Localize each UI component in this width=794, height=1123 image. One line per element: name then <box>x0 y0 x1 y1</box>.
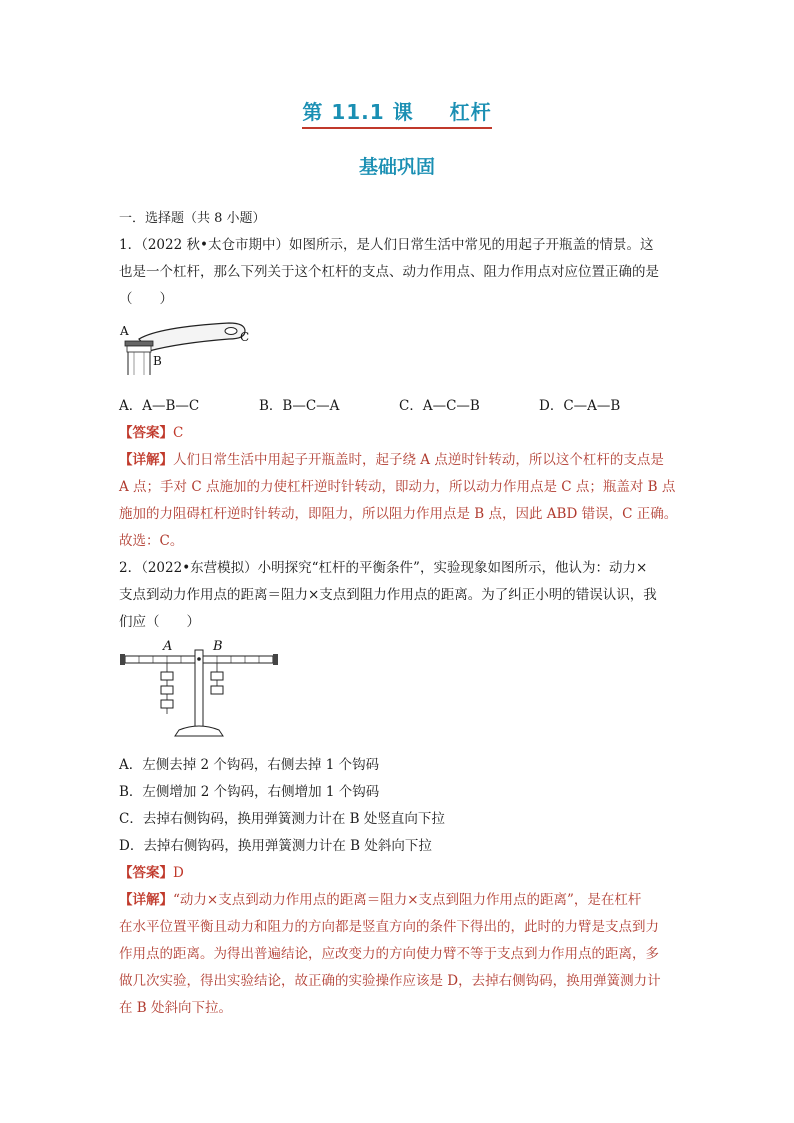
detail-tag: 【详解】 <box>119 892 173 908</box>
question-1-detail-line-2: A 点；手对 C 点施加的力使杠杆逆时针转动，即动力，所以动力作用点是 C 点；瓶盖对 B 点 <box>119 479 676 495</box>
figure-label-b: B <box>153 354 162 368</box>
answer-value: C <box>173 425 184 441</box>
title-lesson: 第 11.1 课 <box>302 100 414 124</box>
option-d: D．去掉右侧钩码，换用弹簧测力计在 B 处斜向下拉 <box>119 838 432 854</box>
question-1-detail-line-4: 故选：C。 <box>119 533 184 549</box>
figure-label-b: B <box>213 639 223 654</box>
option-a: A．左侧去掉 2 个钩码，右侧去掉 1 个钩码 <box>119 757 380 773</box>
question-2-detail-line-1 <box>119 887 679 914</box>
detail-text: 人们日常生活中用起子开瓶盖时，起子绕 A 点逆时针转动，所以这个杠杆的支点是 <box>173 452 664 468</box>
question-2-line-1: 2．（2022•东营模拟）小明探究“杠杆的平衡条件”，实验现象如图所示，他认为：动力× <box>119 560 648 576</box>
question-2-line-2: 支点到动力作用点的距离＝阻力×支点到阻力作用点的距离。为了纠正小明的错误认识，我 <box>119 587 657 603</box>
option-d: D．C—A—B <box>539 398 621 414</box>
figure-label-c: C <box>240 330 249 344</box>
option-c: C．去掉右侧钩码，换用弹簧测力计在 B 处竖直向下拉 <box>119 811 445 827</box>
option-c: C．A—C—B <box>399 398 480 414</box>
title-topic: 杠杆 <box>449 100 492 124</box>
lever-balance-figure <box>119 638 279 738</box>
question-2-detail-line-2: 在水平位置平衡且动力和阻力的方向都是竖直方向的条件下得出的，此时的力臂是支点到力 <box>119 919 659 935</box>
question-1 <box>119 232 679 555</box>
question-1-answer <box>119 420 679 447</box>
document-body <box>119 205 679 1022</box>
detail-text: “动力×支点到动力作用点的距离＝阻力×支点到阻力作用点的距离”，是在杠杆 <box>173 892 642 908</box>
question-2-line-3: 们应（ ） <box>119 614 200 630</box>
question-1-detail-line-3: 施加的力阻碍杠杆逆时针转动，即阻力，所以阻力作用点是 B 点，因此 ABD 错误，C 正确。 <box>119 506 678 522</box>
question-2-answer <box>119 860 679 887</box>
answer-value: D <box>173 865 184 881</box>
page-title <box>302 96 491 129</box>
question-1-detail-line-1 <box>119 447 679 474</box>
figure-label-a: A <box>120 324 129 338</box>
answer-tag: 【答案】 <box>119 425 173 441</box>
question-2-detail-line-3: 作用点的距离。为得出普遍结论，应改变力的方向使力臂不等于支点到力作用点的距离，多 <box>119 946 659 962</box>
bottle-opener-figure <box>119 317 249 377</box>
question-1-line-1: 1．（2022 秋•太仓市期中）如图所示，是人们日常生活中常见的用起子开瓶盖的情景。这 <box>119 237 654 253</box>
detail-tag: 【详解】 <box>119 452 173 468</box>
figure-label-a: A <box>163 639 173 654</box>
option-b: B．B—C—A <box>259 398 340 414</box>
question-2-detail-line-5: 在 B 处斜向下拉。 <box>119 1000 233 1016</box>
option-b: B．左侧增加 2 个钩码，右侧增加 1 个钩码 <box>119 784 380 800</box>
question-2-detail-line-4: 做几次实验，得出实验结论，故正确的实验操作应该是 D，去掉右侧钩码，换用弹簧测力计 <box>119 973 661 989</box>
page-subtitle: 基础巩固 <box>358 156 435 178</box>
answer-tag: 【答案】 <box>119 865 173 881</box>
question-1-options <box>119 393 679 420</box>
option-a: A．A—B—C <box>119 398 200 414</box>
question-2 <box>119 555 679 1022</box>
question-1-line-3: （ ） <box>119 291 173 307</box>
question-1-line-2: 也是一个杠杆，那么下列关于这个杠杆的支点、动力作用点、阻力作用点对应位置正确的是 <box>119 264 659 280</box>
section-heading: 一．选择题（共 8 小题） <box>119 211 266 226</box>
title-block <box>0 96 794 129</box>
